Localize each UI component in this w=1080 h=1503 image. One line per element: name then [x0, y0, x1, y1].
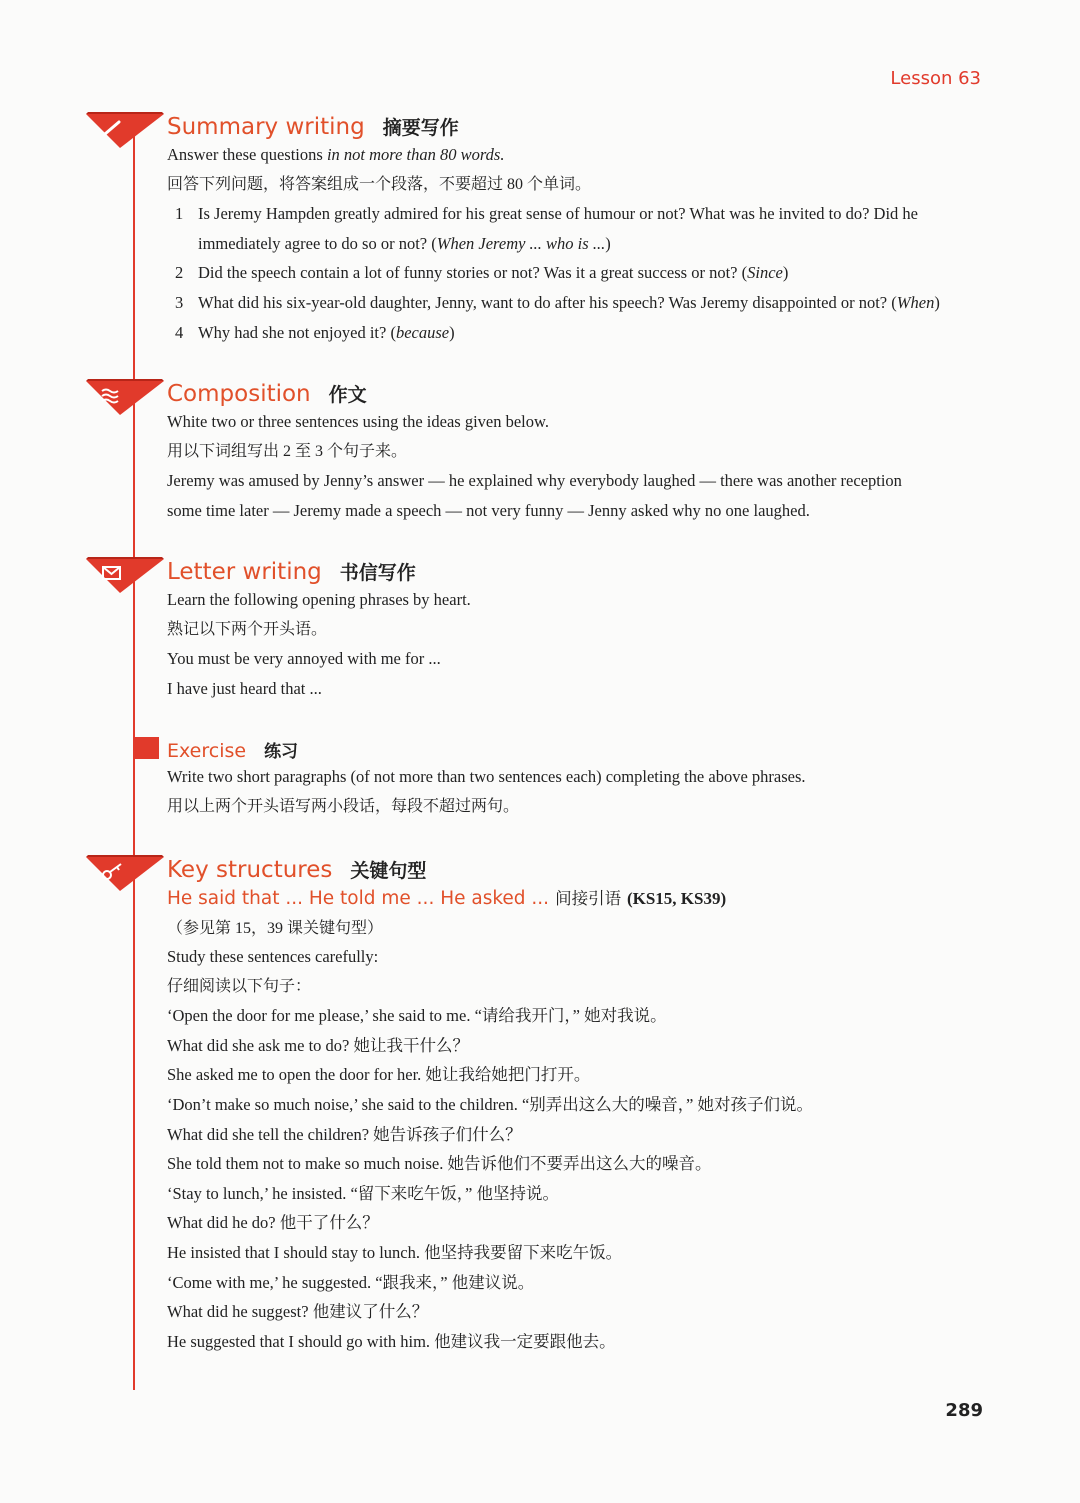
question-item: 3 What did his six-year-old daughter, Jenny, want to do after his speech? Was Jeremy disappointed or not? (When) — [175, 292, 940, 312]
summary-heading — [167, 110, 984, 140]
key-icon — [86, 855, 164, 891]
example-sentence: What did she ask me to do? 她让我干什么？ — [167, 1035, 469, 1055]
composition-section — [167, 377, 984, 525]
composition-ideas-line: some time later — Jeremy made a speech — not very funny — Jenny asked why no one laughed. — [167, 500, 810, 520]
letter-heading — [167, 555, 984, 585]
example-sentence: What did he suggest? 他建议了什么？ — [167, 1302, 429, 1322]
letter-title-zh: 书信写作 — [339, 562, 416, 584]
composition-title: Composition — [167, 381, 311, 407]
composition-title-zh: 作文 — [328, 384, 367, 406]
key-section — [167, 853, 984, 1356]
exercise-heading — [167, 732, 984, 762]
question-item: 4 Why had she not enjoyed it? (because) — [175, 322, 455, 342]
summary-section — [167, 110, 984, 347]
exercise-instruction-zh: 用以上两个开头语写两小段话，每段不超过两句。 — [167, 797, 520, 815]
example-sentence: ‘Come with me,’ he suggested. “跟我来，” 他建议说。 — [167, 1272, 535, 1292]
example-sentence: ‘Open the door for me please,’ she said to me. “请给我开门，” 她对我说。 — [167, 1006, 667, 1026]
envelope-icon — [86, 557, 164, 593]
key-study-zh: 仔细阅读以下句子： — [167, 977, 312, 995]
question-item: 1 Is Jeremy Hampden greatly admired for his great sense of humour or not? What was he invited to do? Did he immediately agree to do so or not? (When Jeremy ... who is ...) — [175, 204, 918, 253]
margin-rule — [133, 128, 135, 1390]
example-sentence: He suggested that I should go with him. 他建议我一定要跟他去。 — [167, 1331, 616, 1351]
summary-questions — [167, 199, 984, 347]
composition-ideas-line: Jeremy was amused by Jenny’s answer — he explained why everybody laughed — there was another reception — [167, 471, 902, 491]
key-reference-zh: （参见第 15，39 课关键句型） — [167, 920, 384, 937]
example-sentence: She asked me to open the door for her. 她让我给她把门打开。 — [167, 1065, 591, 1085]
letter-instruction-zh: 熟记以下两个开头语。 — [167, 620, 328, 638]
exercise-section — [167, 732, 984, 821]
lesson-label: Lesson 63 — [890, 68, 981, 89]
letter-section — [167, 555, 984, 703]
key-heading — [167, 853, 984, 883]
example-sentence: She told them not to make so much noise. 她告诉他们不要弄出这么大的噪音。 — [167, 1154, 712, 1174]
question-item: 2 Did the speech contain a lot of funny stories or not? Was it a great success or not? (Since) — [175, 263, 789, 283]
letter-phrase: I have just heard that ... — [167, 678, 322, 698]
letter-title: Letter writing — [167, 559, 322, 585]
key-title: Key structures — [167, 857, 333, 883]
composition-icon — [86, 379, 164, 415]
summary-instruction: Answer these questions in not more than 80 words. — [167, 145, 505, 164]
pencil-icon — [86, 112, 164, 148]
key-title-zh: 关键句型 — [350, 860, 427, 882]
example-sentence: He insisted that I should stay to lunch. 他坚持我要留下来吃午饭。 — [167, 1242, 623, 1262]
example-sentence: ‘Don’t make so much noise,’ she said to the children. “别弄出这么大的噪音，” 她对孩子们说。 — [167, 1094, 813, 1114]
key-subtitle: He said that ... He told me ... He asked ... 间接引语 (KS15, KS39) — [167, 888, 727, 909]
key-sentences — [167, 1001, 984, 1356]
summary-title: Summary writing — [167, 114, 365, 140]
letter-instruction: Learn the following opening phrases by heart. — [167, 590, 471, 609]
summary-instruction-zh: 回答下列问题，将答案组成一个段落，不要超过 80 个单词。 — [167, 175, 592, 193]
exercise-title-zh: 练习 — [264, 742, 299, 762]
summary-title-zh: 摘要写作 — [382, 117, 459, 139]
example-sentence: What did he do? 他干了什么？ — [167, 1213, 379, 1233]
composition-instruction: White two or three sentences using the ideas given below. — [167, 412, 549, 431]
example-sentence: ‘Stay to lunch,’ he insisted. “留下来吃午饭，” 他坚持说。 — [167, 1183, 559, 1203]
composition-instruction-zh: 用以下词组写出 2 至 3 个句子来。 — [167, 442, 408, 460]
exercise-title: Exercise — [167, 740, 247, 762]
composition-heading — [167, 377, 984, 407]
letter-phrase: You must be very annoyed with me for ... — [167, 649, 441, 669]
page-number: 289 — [945, 1400, 983, 1421]
key-study: Study these sentences carefully: — [167, 947, 379, 966]
exercise-instruction: Write two short paragraphs (of not more than two sentences each) completing the above phrases. — [167, 767, 806, 786]
exercise-marker-icon — [135, 737, 159, 759]
example-sentence: What did she tell the children? 她告诉孩子们什么？ — [167, 1124, 522, 1144]
